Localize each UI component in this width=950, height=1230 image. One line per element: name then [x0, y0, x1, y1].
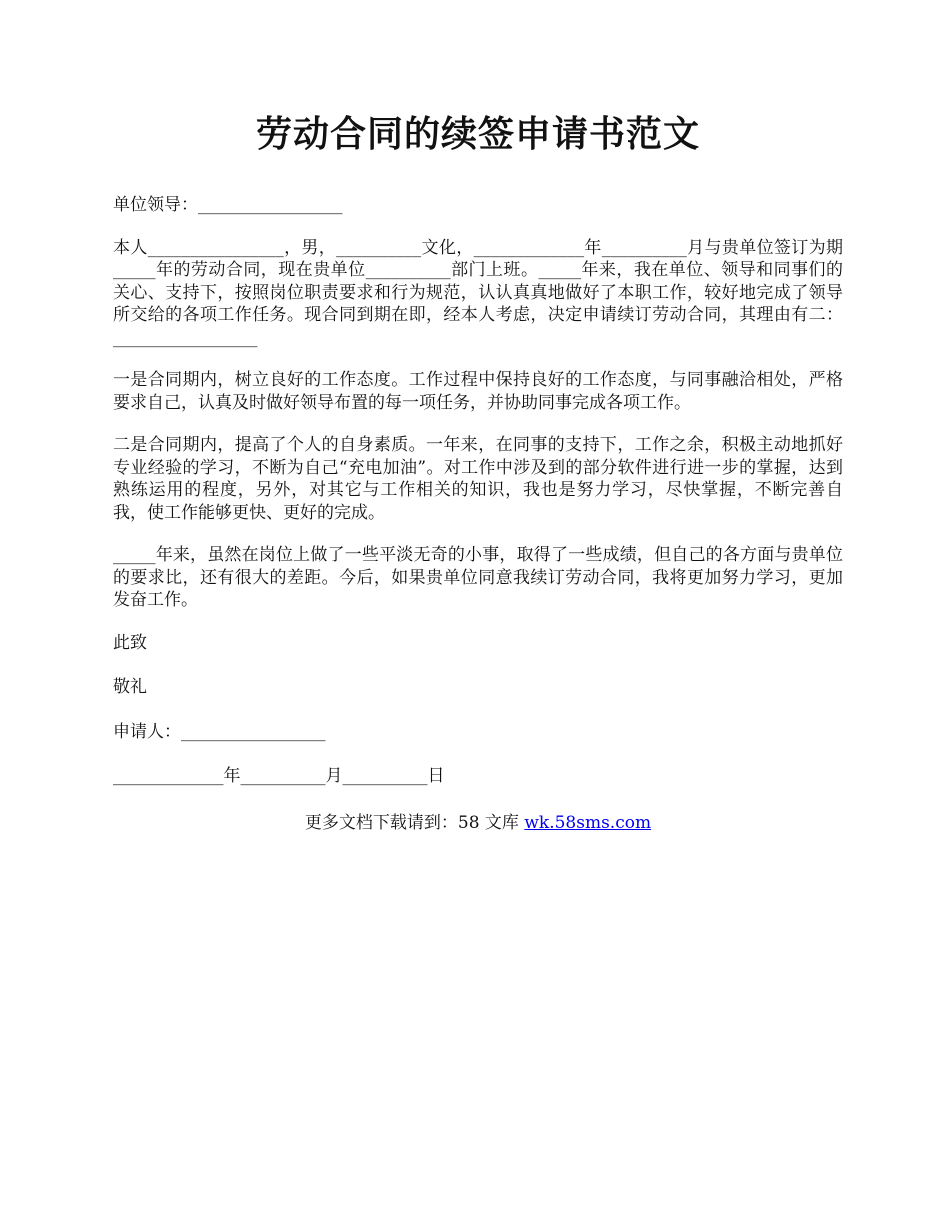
salutation: 单位领导：_________________ [113, 195, 343, 215]
document-page [113, 108, 843, 833]
footer-link[interactable]: wk.58sms.com [524, 812, 652, 833]
paragraph-conclusion: _____年来，虽然在岗位上做了一些平淡无奇的小事，取得了一些成绩，但自己的各方面与贵单位的要求比，还有很大的差距。今后，如果贵单位同意我续订劳动合同，我将更加努力学习，更加发奋工作。 [113, 545, 843, 610]
closing-line-2: 敬礼 [113, 677, 147, 697]
paragraph-reason-1: 一是合同期内，树立良好的工作态度。工作过程中保持良好的工作态度，与同事融洽相处，严格要求自己，认真及时做好领导布置的每一项任务，并协助同事完成各项工作。 [113, 370, 843, 413]
footer-text: 更多文档下载请到：58 文库 [304, 812, 525, 833]
date-line: _____________年__________月__________日 [113, 766, 445, 786]
paragraph-intro: 本人________________，男，__________文化，_____________年__________月与贵单位签订为期_____年的劳动合同，现在贵单位__________部门上班。_____年来，我在单位、领导和同事们的关心、支持下，按照岗位职责要求和行为规范，认认真真地做好了本职工作，较好地完成了领导所交给的各项工作任务。现合同到期在即，经本人考虑，决定申请续订劳动合同，其理由有二：_________________ [113, 237, 843, 348]
download-footer [113, 808, 843, 833]
closing-line-1: 此致 [113, 632, 147, 653]
paragraph-reason-2: 二是合同期内，提高了个人的自身素质。一年来，在同事的支持下，工作之余，积极主动地抓好专业经验的学习，不断为自己“充电加油”。对工作中涉及到的部分软件进行进一步的掌握，达到熟练运用的程度，另外，对其它与工作相关的知识，我也是努力学习，尽快掌握，不断完善自我，使工作能够更快、更好的完成。 [113, 435, 843, 523]
page-title: 劳动合同的续签申请书范文 [255, 113, 700, 155]
applicant-line: 申请人：_________________ [113, 721, 326, 742]
